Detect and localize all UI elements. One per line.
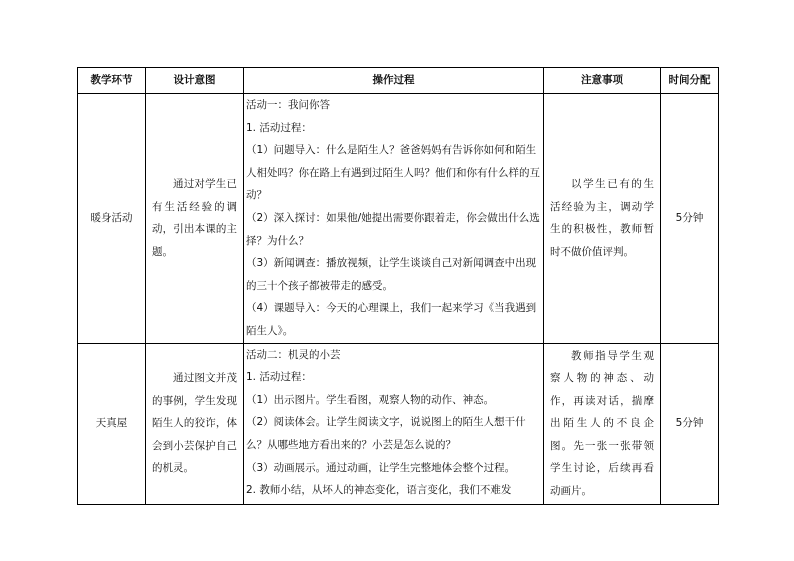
process-line: （4）课题导入：今天的心理课上，我们一起来学习《当我遇到陌生人》。 [246, 302, 537, 337]
header-intent: 设计意图 [146, 68, 244, 94]
stage-cell: 暖身活动 [78, 94, 146, 344]
table-row [78, 343, 719, 504]
table-row [78, 94, 719, 344]
table-header-row [78, 68, 719, 94]
process-line: 2. 教师小结，从坏人的神态变化，语言变化，我们不难发 [246, 484, 512, 497]
process-line: （3）动画展示。通过动画，让学生完整地体会整个过程。 [246, 461, 516, 474]
process-line: 1. 活动过程： [246, 371, 312, 384]
process-cell [244, 94, 544, 344]
stage-cell: 天真屋 [78, 343, 146, 504]
lesson-plan-table [77, 67, 719, 505]
header-process: 操作过程 [244, 68, 544, 94]
time-cell: 5分钟 [661, 94, 719, 344]
intent-cell: 通过图文并茂的事例，学生发现陌生人的狡诈，体会到小芸保护自己的机灵。 [146, 343, 244, 504]
header-time: 时间分配 [661, 68, 719, 94]
process-line: 活动二：机灵的小芸 [246, 348, 341, 361]
process-line: （1）问题导入：什么是陌生人？爸爸妈妈有告诉你如何和陌生人相处吗？你在路上有遇到过陌生人吗？他们和你有什么样的互动？ [246, 144, 540, 202]
header-stage: 教学环节 [78, 68, 146, 94]
process-line: （1）出示图片。学生看图，观察人物的动作、神态。 [246, 393, 495, 406]
notes-cell: 以学生已有的生活经验为主，调动学生的积极性，教师暂时不做价值评判。 [544, 94, 661, 344]
process-line: （3）新闻调查：播放视频，让学生谈谈自己对新闻调查中出现的三十个孩子都被带走的感受。 [246, 257, 537, 292]
notes-cell: 教师指导学生观察人物的神态、动作，再读对话，揣摩出陌生人的不良企图。先一张一张带领学生讨论，后续再看动画片。 [544, 343, 661, 504]
time-cell: 5分钟 [661, 343, 719, 504]
process-line: 活动一：我问你答 [246, 99, 330, 111]
process-cell [244, 343, 544, 504]
process-line: 1. 活动过程： [246, 121, 312, 134]
process-line: （2）阅读体会。让学生阅读文字，说说图上的陌生人想干什么？从哪些地方看出来的？小芸是怎么说的？ [246, 416, 526, 451]
process-line: （2）深入探讨：如果他/她提出需要你跟着走，你会做出什么选择？为什么？ [246, 211, 540, 247]
intent-cell: 通过对学生已有生活经验的调动，引出本课的主题。 [146, 94, 244, 344]
header-notes: 注意事项 [544, 68, 661, 94]
